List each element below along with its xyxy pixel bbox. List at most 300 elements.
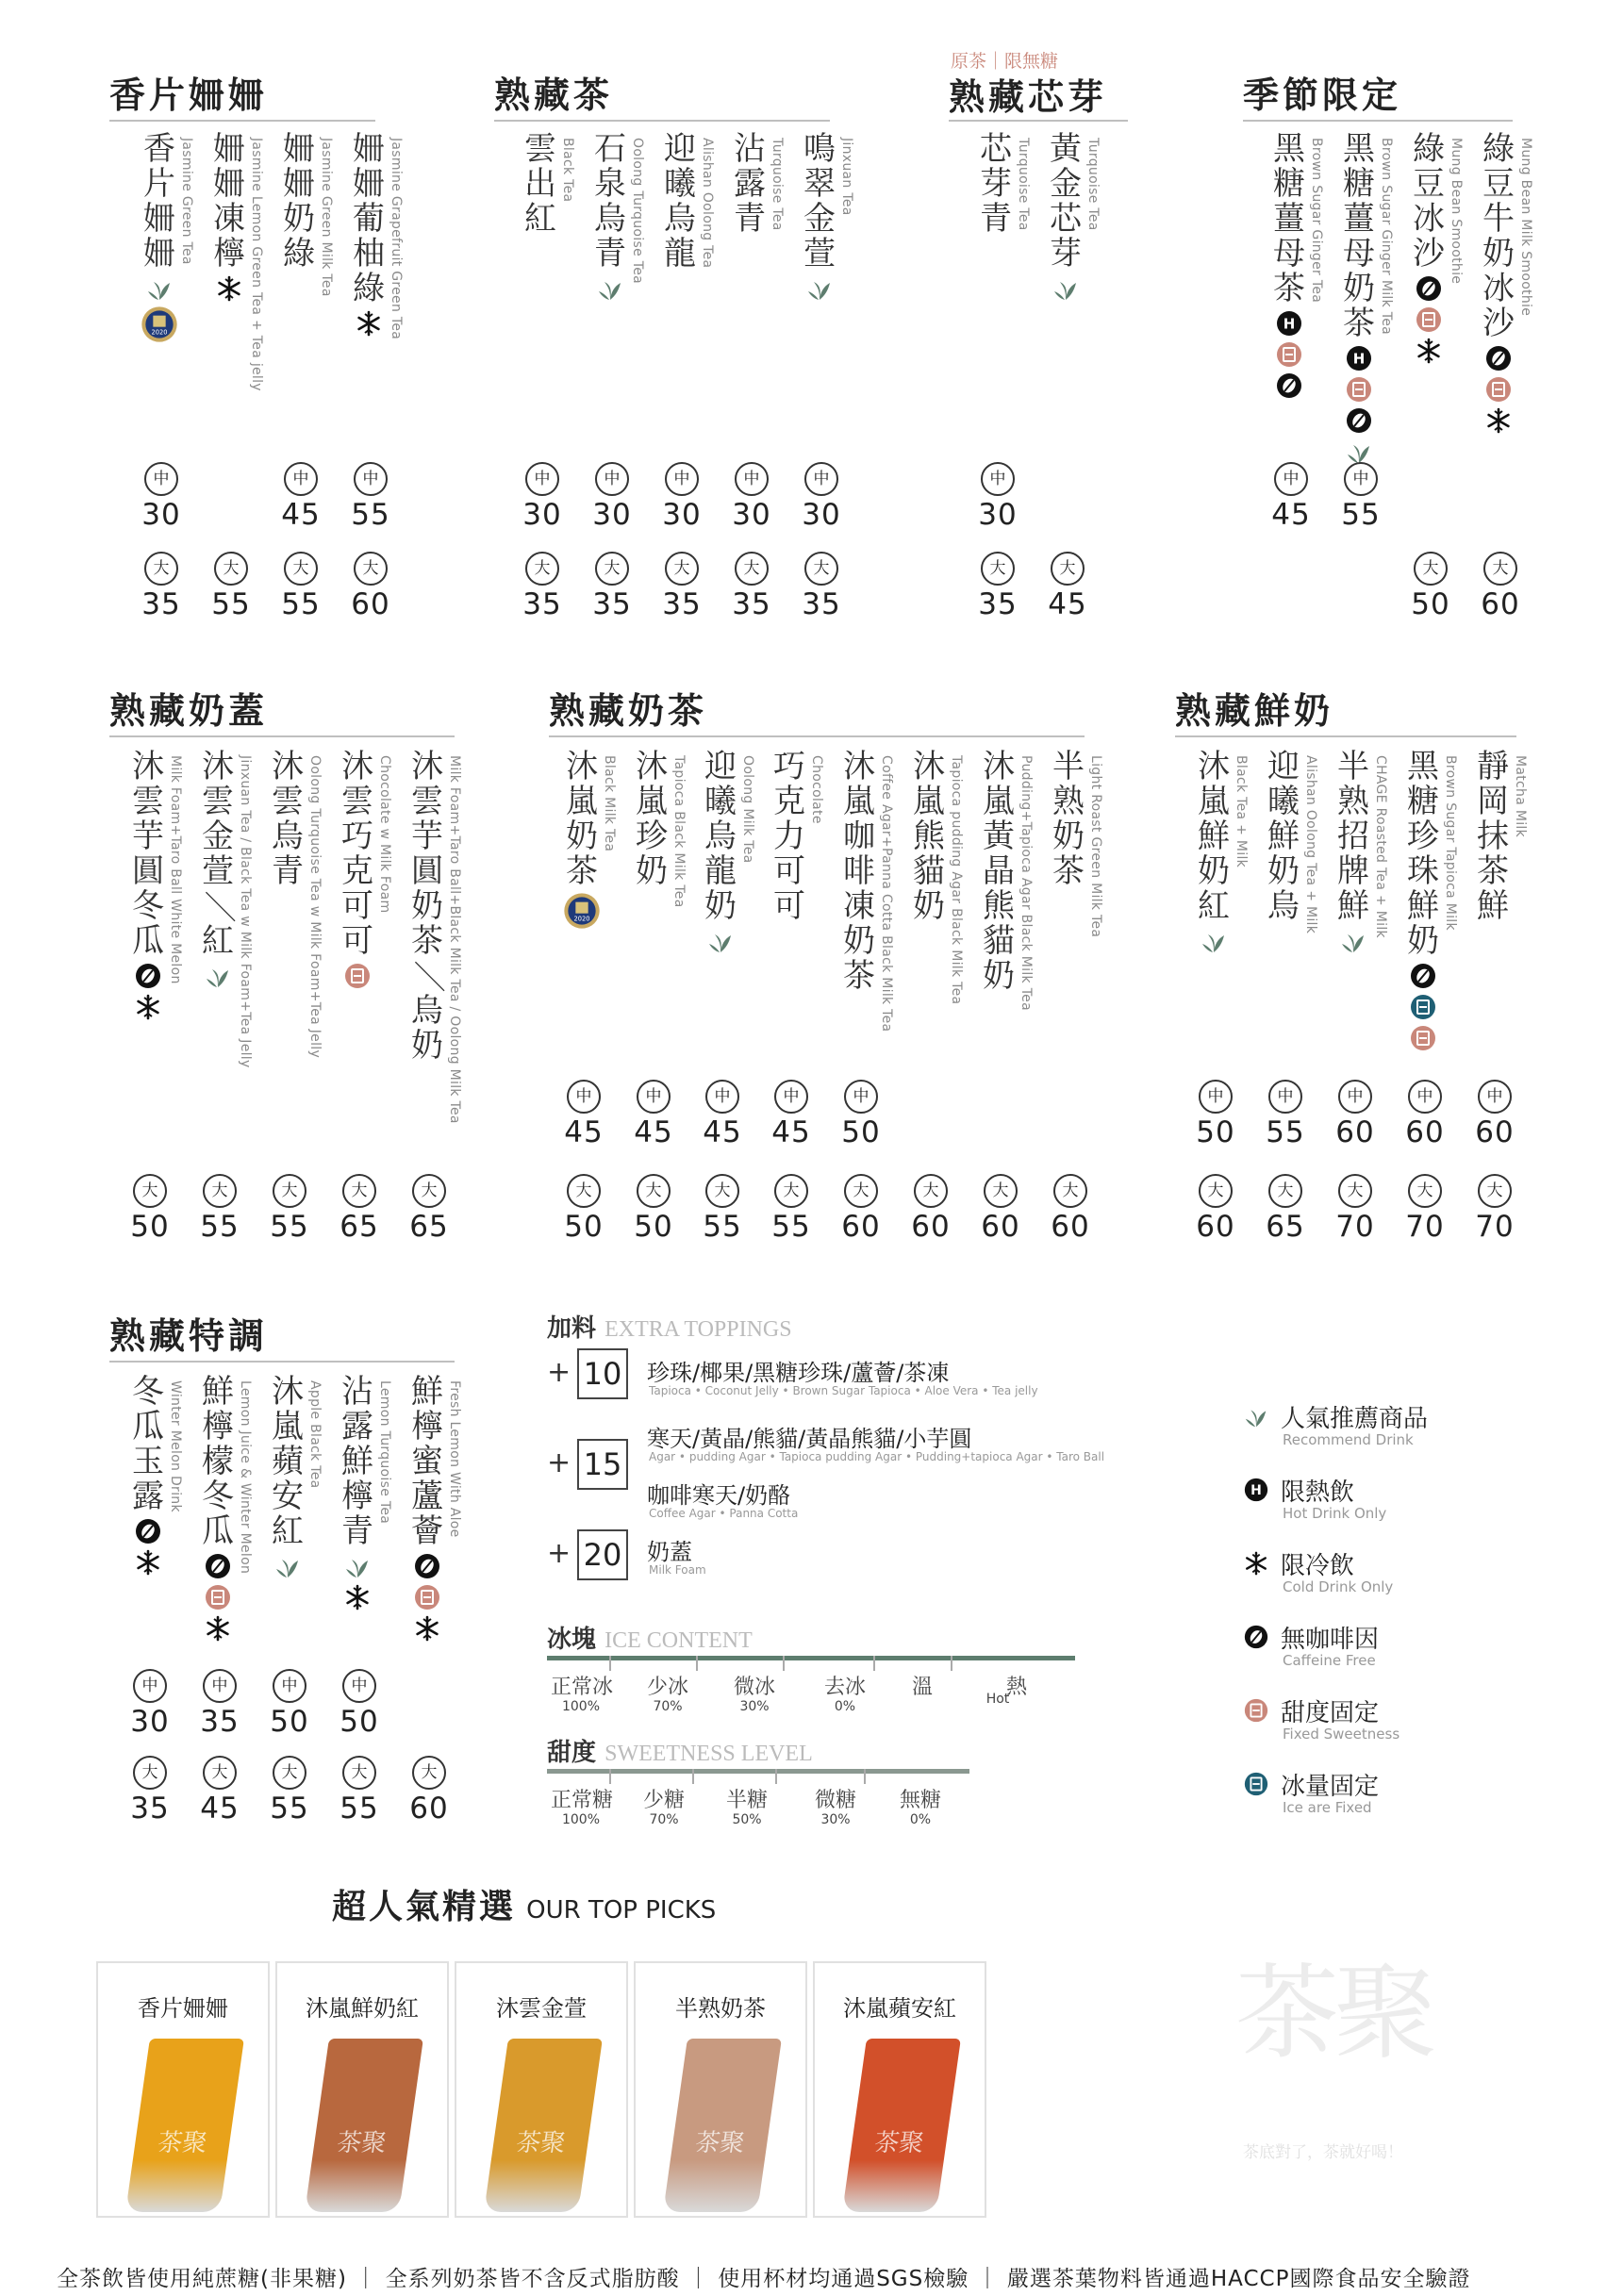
top-picks-title-en: OUR TOP PICKS <box>526 1896 717 1924</box>
drink-name: 沐 嵐 咖 啡 凍 奶 茶 <box>843 748 875 995</box>
price-value: 30 <box>802 498 841 532</box>
nocaf-icon <box>1345 406 1373 435</box>
large-price <box>832 1174 890 1246</box>
top-pick-card[interactable] <box>275 1961 449 2218</box>
drink-name-en: Jasmine Green Milk Tea <box>319 138 334 297</box>
level-value: Hot <box>985 1692 1010 1707</box>
drink-name-en: Jasmine Grapefruit Green Tea <box>389 138 404 340</box>
topping-items: 咖啡寒天/奶酪 <box>647 1482 791 1509</box>
drink-item <box>1049 750 1118 1183</box>
large-price <box>555 1174 613 1246</box>
cup-logo: 茶聚 <box>872 2129 926 2157</box>
size-medium-badge: 中 <box>1478 1080 1512 1114</box>
section-title-seasonal: 季節限定 <box>1243 74 1402 116</box>
large-price <box>132 552 190 623</box>
drink-name-en: Turquoise Tea <box>1016 138 1031 231</box>
drink-name: 迎 曦 烏 龍 奶 <box>701 750 740 955</box>
size-large-badge: 大 <box>844 1174 878 1208</box>
drink-name-en: Turquoise Tea <box>770 138 785 231</box>
size-large-badge: 大 <box>595 552 629 586</box>
drink-name-en: Chocolate <box>809 755 824 824</box>
price-value: 60 <box>1475 1115 1515 1149</box>
drink-item <box>128 1375 198 1809</box>
price-value: 65 <box>1266 1210 1305 1244</box>
price-value: 60 <box>1196 1210 1235 1244</box>
legend-label: 限熱飲 <box>1281 1478 1355 1507</box>
size-large-badge: 大 <box>1478 1174 1512 1208</box>
price-value: 35 <box>978 587 1018 621</box>
drink-name: 沐 嵐 奶 茶 2020 <box>562 750 602 930</box>
drink-name: 姍 姍 奶 綠 <box>283 130 315 273</box>
legend-label: 冰量固定 <box>1281 1773 1380 1801</box>
medium-price <box>121 1669 179 1741</box>
price-value: 50 <box>634 1210 673 1244</box>
size-medium-badge: 中 <box>981 462 1015 496</box>
legend-label-en: Ice are Fixed <box>1283 1799 1372 1816</box>
divider <box>109 120 375 122</box>
size-large-badge: 大 <box>273 1174 306 1208</box>
price-value: 30 <box>732 498 771 532</box>
medium-price <box>555 1080 613 1151</box>
top-pick-name: 半熟奶茶 <box>675 1995 766 2022</box>
drink-photo <box>842 2039 961 2212</box>
legend-label-en: Hot Drink Only <box>1283 1505 1387 1522</box>
medium-price <box>1262 462 1320 534</box>
leaf-icon <box>145 274 174 303</box>
medium-price <box>330 1669 389 1741</box>
price-value: 55 <box>351 498 390 532</box>
price-value: 35 <box>200 1705 240 1739</box>
size-large-badge: 大 <box>981 552 1015 586</box>
drink-name: 半 熟 招 牌 鮮 <box>1333 750 1373 955</box>
drink-item <box>979 750 1049 1183</box>
drink-name-en: Light Roast Green Milk Tea <box>1088 755 1103 938</box>
medium-price <box>792 462 851 534</box>
cup-logo: 茶聚 <box>156 2129 209 2157</box>
large-price <box>1326 1174 1384 1246</box>
ice-title: 冰塊 <box>547 1626 597 1654</box>
price-value: 60 <box>911 1210 951 1244</box>
level-value: 30% <box>820 1812 851 1827</box>
price-value: 50 <box>1196 1115 1235 1149</box>
leaf-icon <box>273 1552 302 1580</box>
drink-item <box>407 750 477 1183</box>
section-title-fresh-milk: 熟藏鮮奶 <box>1175 690 1334 732</box>
topping-items-en: Tapioca • Coconut Jelly • Brown Sugar Tapioca • Aloe Vera • Tea jelly <box>649 1384 1038 1397</box>
size-medium-badge: 中 <box>804 462 838 496</box>
size-medium-badge: 中 <box>1268 1080 1302 1114</box>
price-value: 60 <box>981 1210 1020 1244</box>
medium-price <box>1466 1080 1524 1151</box>
medium-price <box>260 1669 319 1741</box>
sweet-icon <box>413 1583 441 1611</box>
top-pick-card[interactable] <box>813 1961 986 2218</box>
drink-name: 冬 瓜 玉 露 <box>128 1375 168 1577</box>
drink-name: 迎 曦 鮮 奶 烏 <box>1267 748 1300 925</box>
price-value: 45 <box>281 498 321 532</box>
drink-item <box>1046 132 1116 566</box>
top-pick-card[interactable] <box>96 1961 270 2218</box>
size-large-badge: 大 <box>354 552 388 586</box>
size-medium-badge: 中 <box>1274 462 1308 496</box>
size-large-badge: 大 <box>284 552 318 586</box>
drink-name: 黑 糖 薑 母 茶 H <box>1269 132 1309 400</box>
drink-name-en: Winter Melon Drink <box>168 1380 183 1512</box>
leaf-icon <box>805 274 834 303</box>
level-label: 微冰 <box>733 1676 775 1699</box>
drink-name: 迎 曦 烏 龍 <box>664 130 696 273</box>
divider <box>494 120 830 122</box>
size-large-badge: 大 <box>637 1174 671 1208</box>
drink-name: 綠 豆 牛 奶 冰 沙 <box>1479 132 1518 435</box>
drink-name: 沐 嵐 黃 晶 熊 貓 奶 <box>983 748 1015 995</box>
size-large-badge: 大 <box>567 1174 601 1208</box>
section-title-xiangpian: 香片姍姍 <box>109 74 269 116</box>
price-value: 50 <box>564 1210 604 1244</box>
size-large-badge: 大 <box>984 1174 1018 1208</box>
plus-sign: + <box>547 1356 571 1389</box>
drink-name-en: Milk Foam+Taro Ball White Melon <box>168 755 183 984</box>
medium-price <box>832 1080 890 1151</box>
section-title-shucang-tea: 熟藏茶 <box>494 74 614 116</box>
large-price <box>722 552 781 623</box>
price-value: 30 <box>130 1705 170 1739</box>
large-price <box>902 1174 960 1246</box>
price-value: 30 <box>662 498 702 532</box>
sweet-icon <box>1415 306 1443 334</box>
large-price <box>400 1174 458 1246</box>
drink-name-en: Alishan Oolong Tea + Milk <box>1303 755 1318 934</box>
topping-price-15: 15 <box>577 1439 628 1490</box>
leaf-icon <box>596 274 624 303</box>
drink-name: 沐 嵐 珍 奶 <box>636 748 668 890</box>
drink-name: 綠 豆 冰 沙 <box>1409 132 1449 365</box>
snow-icon <box>1484 406 1513 435</box>
top-pick-card[interactable] <box>455 1961 628 2218</box>
scale-tick <box>873 1656 875 1671</box>
snow-icon <box>134 993 162 1021</box>
snow-icon <box>355 309 383 338</box>
price-value: 35 <box>732 587 771 621</box>
drink-name: 姍 姍 葡 柚 綠 <box>349 132 389 338</box>
hot-icon <box>1345 344 1373 372</box>
price-value: 35 <box>662 587 702 621</box>
level-label: 去冰 <box>823 1676 866 1699</box>
ice-icon <box>1409 993 1437 1021</box>
drink-name-en: Black Tea <box>560 138 575 203</box>
scale-tick <box>864 1769 866 1784</box>
size-large-badge: 大 <box>273 1756 306 1790</box>
leaf-icon <box>1243 1403 1269 1429</box>
large-price <box>400 1756 458 1827</box>
medium-price <box>1332 462 1390 534</box>
drink-name: 姍 姍 凍 檸 <box>209 132 249 303</box>
nocaf-icon <box>204 1552 232 1580</box>
large-price <box>1186 1174 1245 1246</box>
snow-icon <box>343 1583 372 1611</box>
price-value: 45 <box>771 1115 811 1149</box>
snow-icon <box>413 1614 441 1643</box>
top-pick-card[interactable] <box>634 1961 807 2218</box>
scale-tick <box>951 1656 952 1671</box>
drink-name: 沐 嵐 蘋 安 紅 <box>268 1375 307 1580</box>
drink-name-en: Jasmine Lemon Green Tea + Tea jelly <box>249 138 264 391</box>
drink-name-en: Oolong Turquoise Tea w Milk Foam+Tea Jelly <box>307 755 323 1059</box>
drink-name-en: Oolong Milk Tea <box>740 755 755 864</box>
size-medium-badge: 中 <box>273 1669 306 1703</box>
drink-name-en: Mung Bean Smoothie <box>1449 138 1464 285</box>
large-price <box>202 552 260 623</box>
drink-name: 鳴 翠 金 萱 <box>800 132 839 303</box>
level-label: 溫 <box>911 1676 933 1699</box>
price-value: 55 <box>211 587 251 621</box>
price-value: 45 <box>1048 587 1087 621</box>
price-value: 65 <box>340 1210 379 1244</box>
price-value: 65 <box>409 1210 449 1244</box>
drink-item <box>128 750 198 1183</box>
medium-price <box>722 462 781 534</box>
large-price <box>190 1756 249 1827</box>
size-large-badge: 大 <box>1483 552 1517 586</box>
size-large-badge: 大 <box>665 552 699 586</box>
drink-item <box>198 750 268 1183</box>
drink-name-en: Chocolate w Milk Foam <box>377 755 392 914</box>
large-price <box>330 1174 389 1246</box>
large-price <box>792 552 851 623</box>
price-value: 70 <box>1405 1210 1445 1244</box>
legend-label-en: Cold Drink Only <box>1283 1578 1394 1595</box>
snow-icon <box>215 274 243 303</box>
scale-tick <box>696 1656 698 1671</box>
large-price <box>190 1174 249 1246</box>
drink-name-en: Oolong Turquoise Tea <box>630 138 645 284</box>
drink-name: 靜 岡 抹 茶 鮮 <box>1477 748 1509 925</box>
drink-name-en: Turquoise Tea <box>1085 138 1101 231</box>
price-value: 30 <box>592 498 632 532</box>
leaf-icon <box>1339 927 1367 955</box>
level-value: 70% <box>653 1699 683 1714</box>
level-label: 少冰 <box>646 1676 688 1699</box>
ice-heading <box>547 1620 753 1655</box>
drink-item <box>209 132 279 566</box>
price-value: 55 <box>200 1210 240 1244</box>
drink-name: 沐 雲 巧 克 可 可 <box>338 750 377 990</box>
sweet-title: 甜度 <box>547 1739 597 1767</box>
level-label: 微糖 <box>814 1789 856 1812</box>
top-pick-name: 沐雲金萱 <box>496 1995 587 2022</box>
level-label: 熱 <box>1005 1676 1027 1699</box>
price-value: 50 <box>1411 587 1450 621</box>
legend-label: 限冷飲 <box>1281 1552 1355 1580</box>
size-large-badge: 大 <box>525 552 559 586</box>
size-medium-badge: 中 <box>354 462 388 496</box>
plus-sign: + <box>547 1446 571 1479</box>
medium-price <box>513 462 571 534</box>
drink-name: 沾 露 青 <box>734 130 766 238</box>
divider <box>549 735 1085 737</box>
drink-name-en: Jasmine Green Tea <box>179 138 194 265</box>
drink-name-en: Matcha Milk <box>1513 755 1528 838</box>
size-large-badge: 大 <box>914 1174 948 1208</box>
nocaf-icon <box>1409 962 1437 990</box>
drink-photo <box>663 2039 782 2212</box>
level-value: 100% <box>561 1699 601 1714</box>
drink-name-en: Mung Bean Milk Smoothie <box>1518 138 1533 317</box>
leaf-icon <box>204 962 232 990</box>
large-price <box>1401 552 1460 623</box>
legend-label: 甜度固定 <box>1281 1699 1380 1727</box>
medium-price <box>1396 1080 1454 1151</box>
scale-tick <box>609 1769 611 1784</box>
large-price <box>1038 552 1097 623</box>
size-large-badge: 大 <box>1338 1174 1372 1208</box>
size-medium-badge: 中 <box>133 1669 167 1703</box>
nocaf-icon <box>413 1552 441 1580</box>
top-pick-name: 沐嵐蘋安紅 <box>843 1995 956 2022</box>
sweet-icon <box>1409 1024 1437 1052</box>
size-medium-badge: 中 <box>637 1080 671 1114</box>
price-value: 45 <box>200 1792 240 1825</box>
drink-name-en: Fresh Lemon With Aloe <box>447 1380 462 1538</box>
price-value: 45 <box>634 1115 673 1149</box>
price-value: 60 <box>1405 1115 1445 1149</box>
price-value: 55 <box>703 1210 742 1244</box>
topping-price-10: 10 <box>577 1348 628 1399</box>
drink-name-en: Brown Sugar Tapioca Milk <box>1443 755 1458 931</box>
top-picks-heading <box>332 1880 716 1928</box>
large-price <box>969 552 1027 623</box>
ice-scale-bar <box>547 1656 1075 1660</box>
size-medium-badge: 中 <box>1199 1080 1233 1114</box>
svg-text:H: H <box>1250 1483 1262 1499</box>
drink-name-en: Pudding+Tapioca Agar Black Milk Tea <box>1019 755 1034 1011</box>
sweet-title-en: SWEETNESS LEVEL <box>604 1742 813 1766</box>
brand-logo-watermark: 茶聚 <box>1235 1953 1432 2073</box>
sweet-icon <box>1275 340 1303 369</box>
svg-text:H: H <box>1283 315 1296 333</box>
toppings-title-en: EXTRA TOPPINGS <box>604 1317 792 1342</box>
large-price <box>1041 1174 1100 1246</box>
divider <box>1175 735 1516 737</box>
large-price <box>341 552 400 623</box>
drink-name-en: CHAGE Roasted Tea + Milk <box>1373 755 1388 938</box>
divider <box>949 120 1128 122</box>
svg-text:2020: 2020 <box>151 328 168 337</box>
drink-name: 沐 雲 芋 圓 冬 瓜 <box>128 750 168 1021</box>
price-value: 35 <box>141 587 181 621</box>
large-price <box>1466 1174 1524 1246</box>
price-value: 60 <box>841 1210 881 1244</box>
drink-name: 芯 芽 青 <box>980 130 1012 238</box>
large-price <box>653 552 711 623</box>
legend-label-en: Caffeine Free <box>1283 1652 1376 1669</box>
nocaf-icon <box>134 962 162 990</box>
medium-price <box>762 1080 820 1151</box>
section-title-special: 熟藏特調 <box>109 1315 269 1357</box>
size-medium-badge: 中 <box>735 462 769 496</box>
size-large-badge: 大 <box>1268 1174 1302 1208</box>
size-large-badge: 大 <box>203 1756 237 1790</box>
size-large-badge: 大 <box>1414 552 1448 586</box>
size-large-badge: 大 <box>1199 1174 1233 1208</box>
size-large-badge: 大 <box>412 1174 446 1208</box>
medium-price <box>190 1669 249 1741</box>
drink-item <box>338 750 407 1183</box>
sweet-icon <box>1484 375 1513 404</box>
size-large-badge: 大 <box>1053 1174 1087 1208</box>
price-value: 50 <box>130 1210 170 1244</box>
top-picks-title: 超人氣精選 <box>332 1888 517 1926</box>
legend-label-en: Fixed Sweetness <box>1283 1726 1400 1743</box>
medium-price <box>1326 1080 1384 1151</box>
level-value: 0% <box>909 1812 932 1827</box>
snow-icon <box>1415 337 1443 365</box>
drink-name: 沐 雲 芋 圓 奶 茶 ／ 烏 奶 <box>408 748 447 1065</box>
drink-name: 沐 雲 烏 青 <box>272 748 304 890</box>
drink-name: 黑 糖 珍 珠 鮮 奶 <box>1403 750 1443 1052</box>
size-large-badge: 大 <box>214 552 248 586</box>
size-medium-badge: 中 <box>774 1080 808 1114</box>
medium-price <box>132 462 190 534</box>
price-value: 30 <box>978 498 1018 532</box>
nocaf-icon <box>1415 274 1443 303</box>
drink-item <box>1409 132 1479 566</box>
level-value: 30% <box>739 1699 770 1714</box>
price-value: 50 <box>340 1705 379 1739</box>
section-note-xinya: 原茶｜限無糖 <box>951 51 1059 72</box>
drink-photo <box>305 2039 423 2212</box>
svg-text:H: H <box>1352 350 1366 368</box>
size-medium-badge: 中 <box>844 1080 878 1114</box>
large-price <box>971 1174 1030 1246</box>
size-large-badge: 大 <box>774 1174 808 1208</box>
large-price <box>762 1174 820 1246</box>
large-price <box>693 1174 752 1246</box>
size-large-badge: 大 <box>1408 1174 1442 1208</box>
top-pick-name: 香片姍姍 <box>138 1995 228 2022</box>
price-value: 55 <box>270 1210 309 1244</box>
legend-label: 無咖啡因 <box>1281 1626 1380 1654</box>
size-medium-badge: 中 <box>665 462 699 496</box>
level-label: 無糖 <box>899 1789 941 1812</box>
sweet-heading <box>547 1733 813 1768</box>
price-value: 45 <box>564 1115 604 1149</box>
divider <box>1243 120 1513 122</box>
medium-price <box>341 462 400 534</box>
price-value: 60 <box>1051 1210 1090 1244</box>
snow-icon <box>204 1614 232 1643</box>
price-value: 55 <box>1341 498 1381 532</box>
section-title-milk-foam: 熟藏奶蓋 <box>109 690 269 732</box>
drink-name-en: Black Milk Tea <box>602 755 617 852</box>
scale-tick <box>775 1769 777 1784</box>
size-large-badge: 大 <box>133 1756 167 1790</box>
size-medium-badge: 中 <box>342 1669 376 1703</box>
price-value: 60 <box>1481 587 1520 621</box>
hot-icon <box>1243 1477 1269 1503</box>
price-value: 70 <box>1335 1210 1375 1244</box>
size-large-badge: 大 <box>144 552 178 586</box>
divider <box>109 1361 455 1363</box>
price-value: 50 <box>270 1705 309 1739</box>
size-medium-badge: 中 <box>595 462 629 496</box>
large-price <box>121 1174 179 1246</box>
plus-sign: + <box>547 1537 571 1570</box>
toppings-title: 加料 <box>547 1314 597 1343</box>
size-large-badge: 大 <box>1051 552 1085 586</box>
footer-statement: 全茶飲皆使用純蔗糖(非果糖) ｜ 全系列奶茶皆不含反式脂肪酸 ｜ 使用杯材均通過SGS檢驗 ｜ 嚴選茶葉物料皆通過HACCP國際食品安全驗證 <box>57 2267 1471 2291</box>
level-value: 70% <box>649 1812 679 1827</box>
